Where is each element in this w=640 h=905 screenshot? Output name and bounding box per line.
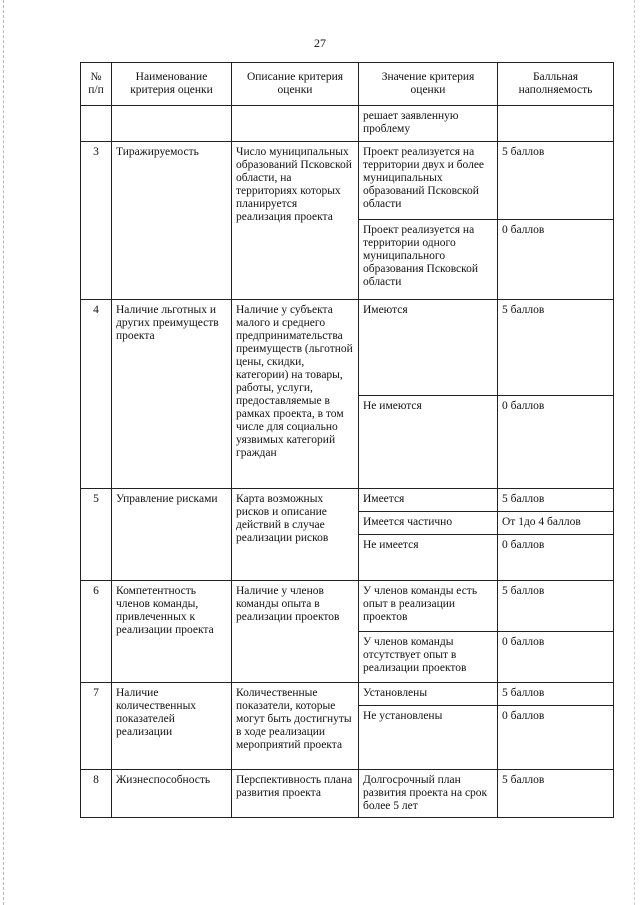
header-score: Балльная наполняемость [498, 63, 614, 106]
option-value: Проект реализуется на территории одного муниципального образования Псковской области [359, 220, 498, 300]
header-name: Наименование критерия оценки [112, 63, 232, 106]
cont-name-cell [112, 106, 232, 142]
table-row [81, 489, 614, 512]
option-value: Не установлены [359, 706, 498, 770]
option-score: 5 баллов [498, 489, 614, 512]
row-description: Наличие у членов команды опыта в реализации проектов [232, 581, 359, 683]
row-description: Карта возможных рисков и описание действий в случае реализации рисков [232, 489, 359, 581]
row-num: 3 [81, 142, 112, 300]
option-value: Имеются [359, 300, 498, 396]
header-description: Описание критерия оценки [232, 63, 359, 106]
table-row [81, 581, 614, 632]
scan-edge-right [634, 0, 636, 905]
option-score: 0 баллов [498, 396, 614, 489]
option-score: 5 баллов [498, 581, 614, 632]
option-value: У членов команды есть опыт в реализации проектов [359, 581, 498, 632]
option-score: 5 баллов [498, 770, 614, 818]
header-row [81, 63, 614, 106]
header-value: Значение критерия оценки [359, 63, 498, 106]
continuation-row [81, 106, 614, 142]
row-num: 6 [81, 581, 112, 683]
scan-edge-left [3, 0, 5, 905]
row-name: Жизнеспособность [112, 770, 232, 818]
row-description: Наличие у субъекта малого и среднего предпринимательства преимуществ (льготной цены, скидки, категории) на товары, работы, услуги, предоставляемые в рамках проекта, в том числе для социально уязвимых категорий граждан [232, 300, 359, 489]
cont-value-cell: решает заявленную проблему [359, 106, 498, 142]
option-score: 5 баллов [498, 142, 614, 220]
row-name: Компетентность членов команды, привлеченных к реализации проекта [112, 581, 232, 683]
row-name: Тиражируемость [112, 142, 232, 300]
header-num: № п/п [81, 63, 112, 106]
criteria-table [80, 62, 614, 818]
option-score: 0 баллов [498, 706, 614, 770]
option-value: Не имеется [359, 535, 498, 581]
option-value: Не имеются [359, 396, 498, 489]
option-score: От 1до 4 баллов [498, 512, 614, 535]
option-score: 5 баллов [498, 683, 614, 706]
row-num: 8 [81, 770, 112, 818]
table-row [81, 300, 614, 396]
option-value: Имеется частично [359, 512, 498, 535]
row-num: 4 [81, 300, 112, 489]
row-description: Количественные показатели, которые могут быть достигнуты в ходе реализации мероприятий проекта [232, 683, 359, 770]
row-name: Наличие количественных показателей реализации [112, 683, 232, 770]
row-name: Управление рисками [112, 489, 232, 581]
option-score: 0 баллов [498, 632, 614, 683]
option-value: Имеется [359, 489, 498, 512]
option-value: Долгосрочный план развития проекта на срок более 5 лет [359, 770, 498, 818]
table-row [81, 142, 614, 220]
row-name: Наличие льготных и других преимуществ проекта [112, 300, 232, 489]
option-score: 5 баллов [498, 300, 614, 396]
table-row [81, 683, 614, 706]
page-number: 27 [314, 36, 326, 50]
row-num: 7 [81, 683, 112, 770]
option-value: Установлены [359, 683, 498, 706]
option-value: У членов команды отсутствует опыт в реализации проектов [359, 632, 498, 683]
cont-score-cell [498, 106, 614, 142]
row-description: Перспективность плана развития проекта [232, 770, 359, 818]
row-description: Число муниципальных образований Псковской области, на территориях которых планируется реализация проекта [232, 142, 359, 300]
option-score: 0 баллов [498, 535, 614, 581]
table-row [81, 770, 614, 818]
cont-num-cell [81, 106, 112, 142]
option-value: Проект реализуется на территории двух и более муниципальных образований Псковской области [359, 142, 498, 220]
row-num: 5 [81, 489, 112, 581]
option-score: 0 баллов [498, 220, 614, 300]
cont-desc-cell [232, 106, 359, 142]
